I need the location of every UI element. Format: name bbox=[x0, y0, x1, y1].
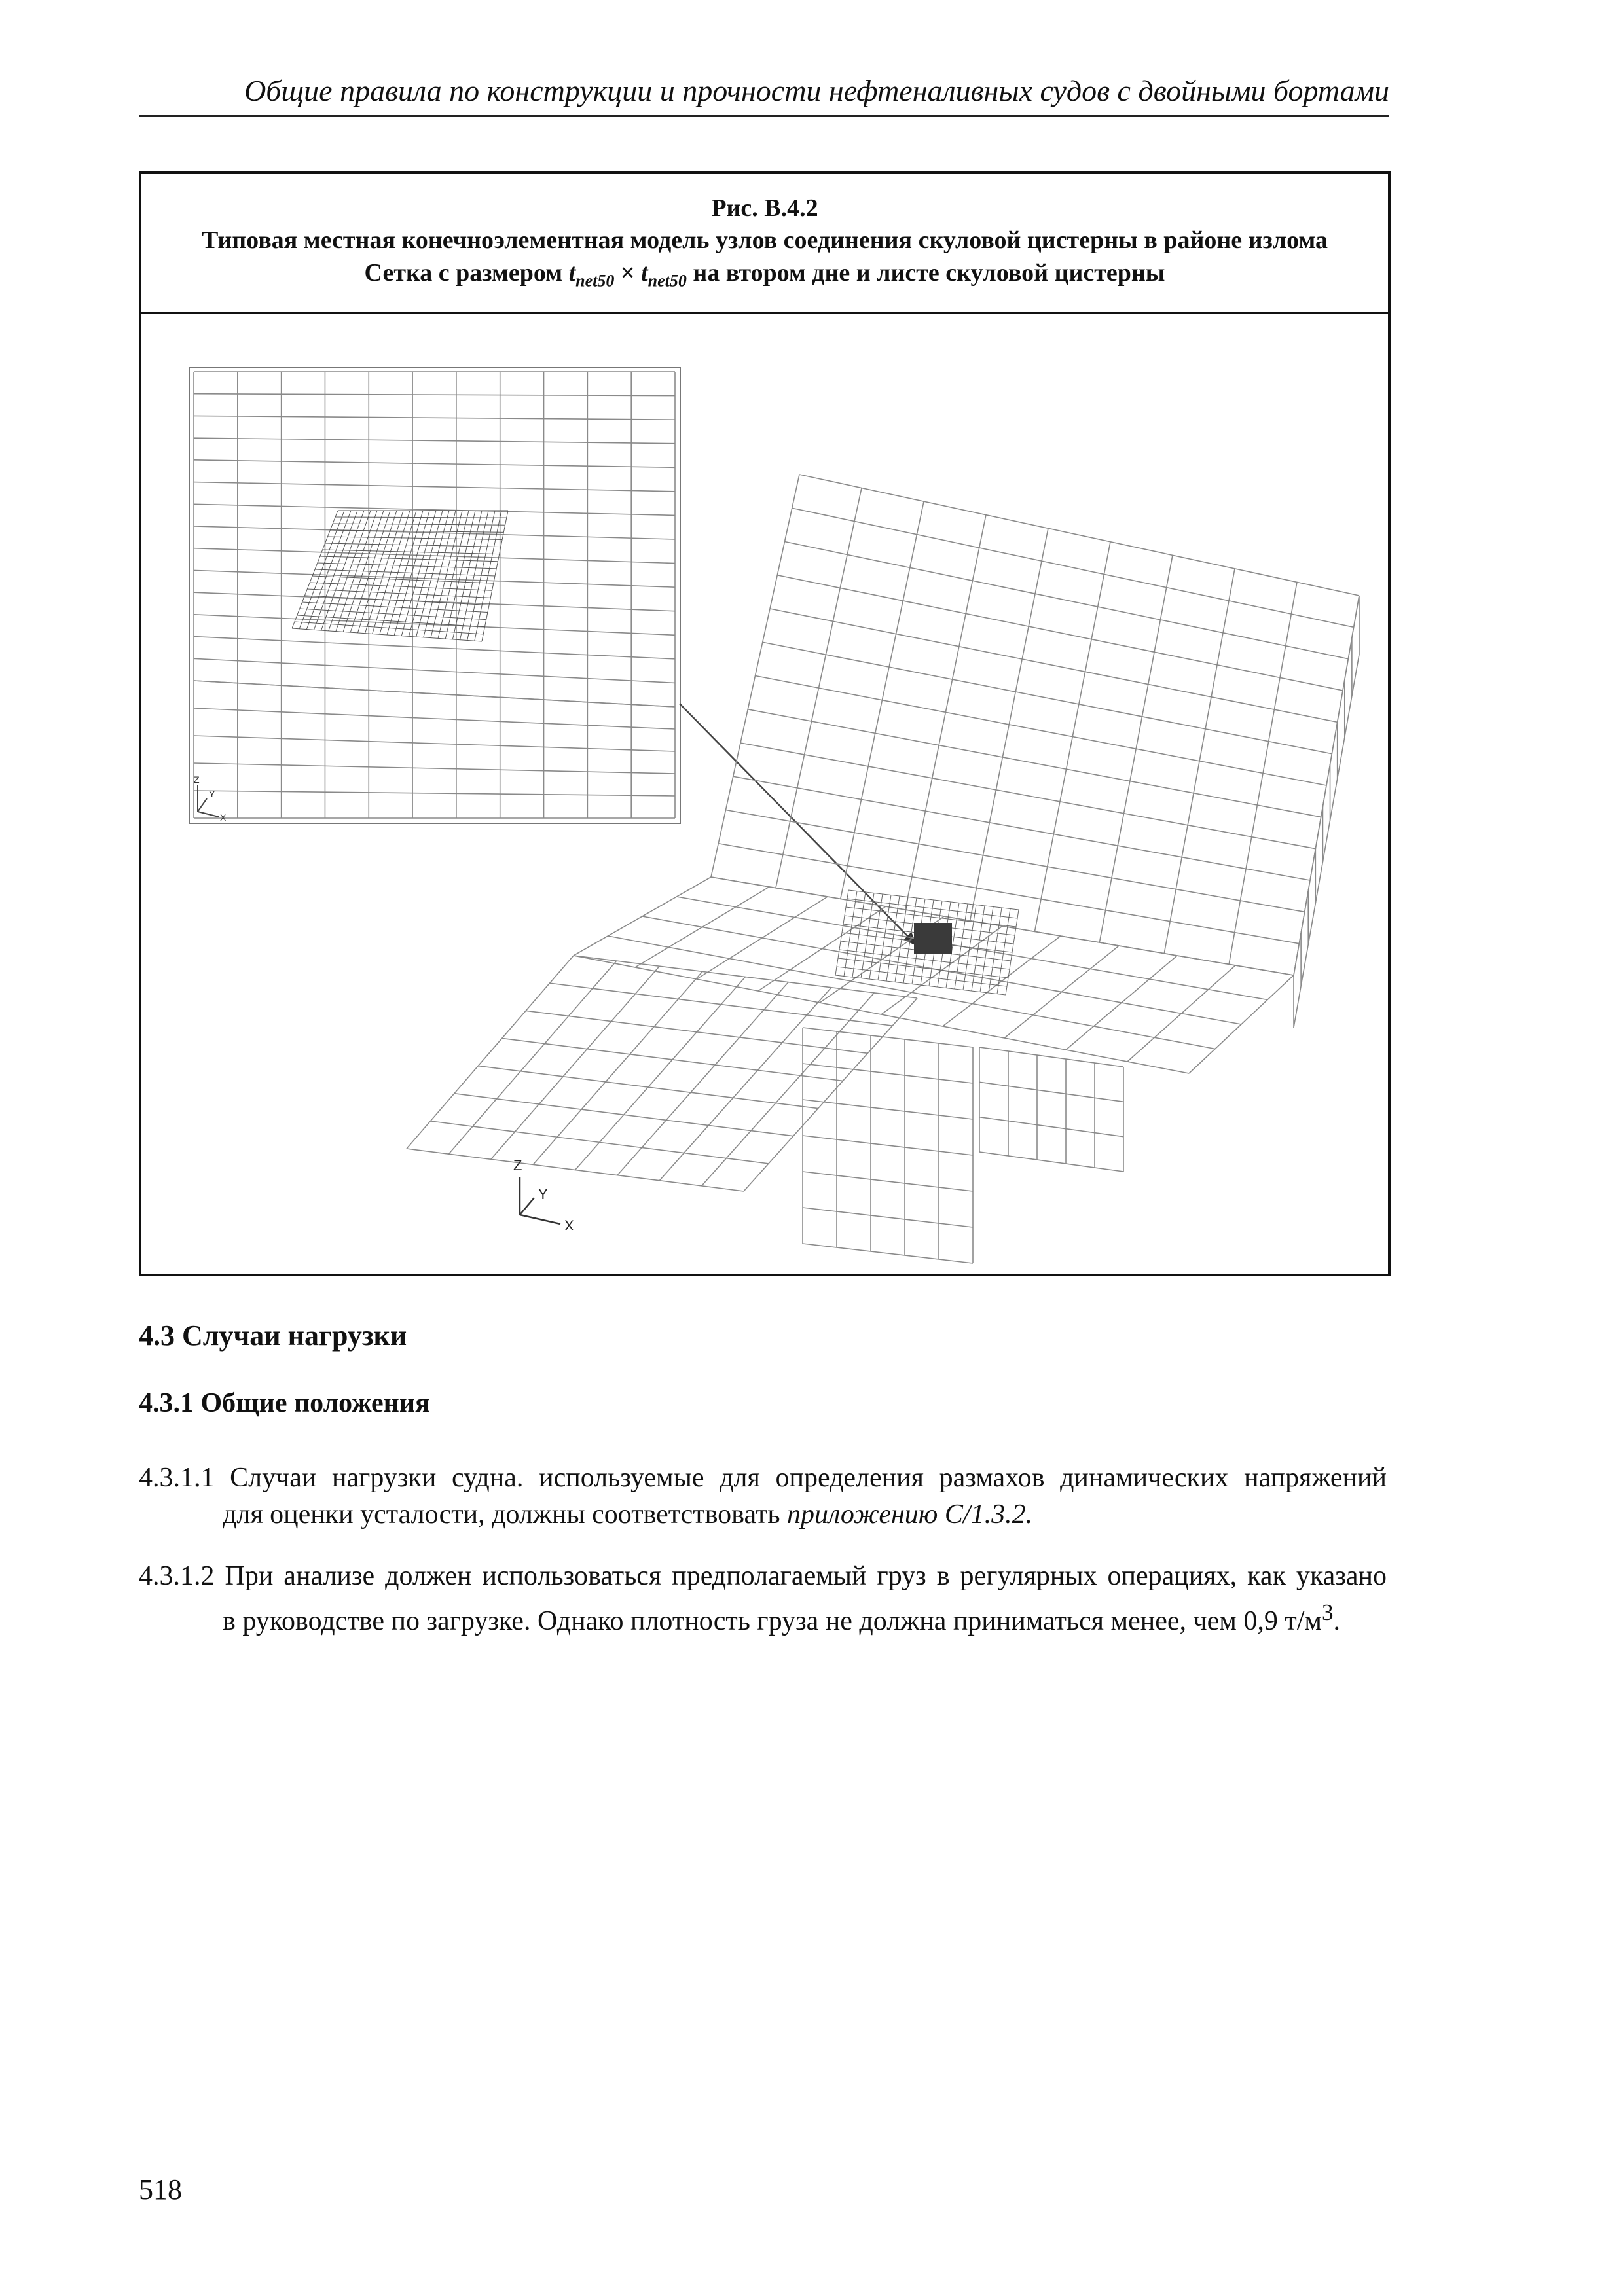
figure-title-line2 bbox=[141, 257, 1388, 298]
figure-title-line1: Типовая местная конечноэлементная модель узлов соединения скуловой цистерны в районе излома bbox=[201, 226, 1328, 254]
t-symbol-1: t bbox=[568, 259, 576, 287]
t-symbol-2: t bbox=[641, 259, 648, 287]
caption-prefix: Сетка с размером bbox=[364, 259, 563, 287]
annex-reference-link[interactable]: приложению С/1.3.2. bbox=[787, 1499, 1033, 1530]
paragraph-4-3-1-2 bbox=[139, 1558, 1387, 1640]
section-heading: 4.3 Случаи нагрузки bbox=[139, 1319, 407, 1352]
inset-axis-x: X bbox=[220, 812, 227, 823]
fe-model-illustration bbox=[141, 314, 1388, 1274]
times-sign: × bbox=[620, 259, 635, 287]
subsection-heading: 4.3.1 Общие положения bbox=[139, 1388, 430, 1418]
inset-axis-y: Y bbox=[209, 789, 215, 799]
inset-axis-z: Z bbox=[194, 774, 200, 785]
paragraph-line2 bbox=[139, 1496, 1387, 1533]
figure-caption bbox=[141, 174, 1388, 314]
paragraph-line2 bbox=[139, 1594, 1387, 1640]
paragraph-number: 4.3.1.1 bbox=[139, 1463, 215, 1493]
unit-superscript: 3 bbox=[1321, 1600, 1334, 1625]
header-rule bbox=[139, 115, 1389, 117]
subscript-1: net50 bbox=[575, 271, 615, 291]
subscript-2: net50 bbox=[647, 271, 687, 291]
paragraph-number: 4.3.1.2 bbox=[139, 1561, 215, 1591]
running-header bbox=[139, 73, 1389, 119]
main-axis-y: Y bbox=[538, 1186, 548, 1202]
inset-zoom-view bbox=[189, 368, 680, 823]
caption-suffix: на втором дне и листе скуловой цистерны bbox=[693, 259, 1165, 287]
paragraph-4-3-1-1 bbox=[139, 1460, 1387, 1533]
paragraph-text-cont: в руководстве по загрузке. Однако плотность груза не должна приниматься менее, чем 0,9 т/м bbox=[223, 1606, 1322, 1636]
main-axis-x: X bbox=[564, 1217, 574, 1234]
figure-number: Рис. В.4.2 bbox=[711, 194, 818, 222]
paragraph-text: При анализе должен использоваться предполагаемый груз в регулярных операциях, как указано bbox=[225, 1561, 1387, 1591]
page-number: 518 bbox=[139, 2174, 182, 2206]
hotspot-fine-mesh bbox=[914, 923, 952, 954]
paragraph-end: . bbox=[1333, 1606, 1340, 1636]
fe-mesh-svg bbox=[141, 314, 1388, 1274]
running-header-text: Общие правила по конструкции и прочности нефтеналивных судов с двойными бортами bbox=[244, 74, 1389, 107]
paragraph-text-cont: для оценки усталости, должны соответствовать bbox=[223, 1499, 780, 1530]
main-axis-z: Z bbox=[513, 1157, 522, 1174]
paragraph-text: Случаи нагрузки судна. используемые для определения размахов динамических напряжений bbox=[230, 1463, 1387, 1493]
figure-box bbox=[139, 171, 1391, 1276]
paragraph-line1 bbox=[139, 1460, 1387, 1496]
paragraph-line1 bbox=[139, 1558, 1387, 1594]
